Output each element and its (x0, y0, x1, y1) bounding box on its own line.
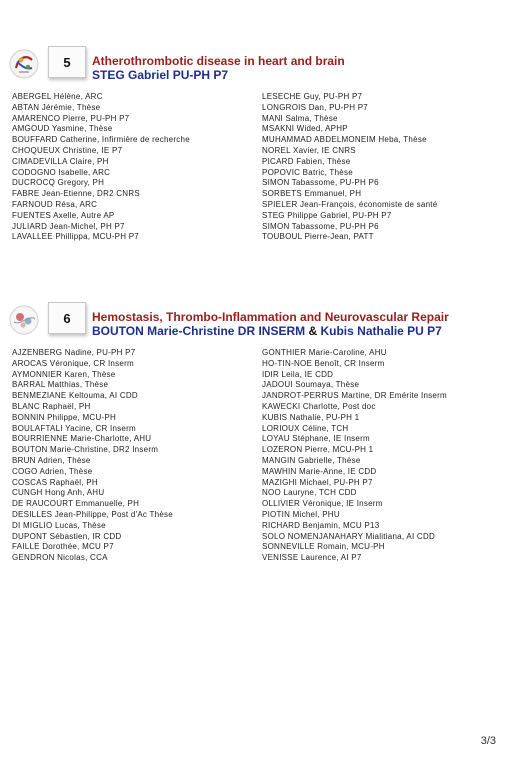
member-entry: FUENTES Axelle, Autre AP (12, 210, 115, 220)
team-number-badge: 6 (48, 302, 86, 334)
member-entry: FAILLE Dorothée, MCU P7 (12, 542, 114, 552)
member-entry: DI MIGLIO Lucas, Thèse (12, 520, 106, 530)
member-entry: MANI Salma, Thèse (262, 113, 338, 123)
member-entry: CODOGNO Isabelle, ARC (12, 167, 111, 177)
member-entry: DESILLES Jean-Philippe, Post d'Ac Thèse (12, 509, 173, 519)
member-entry: PIOTIN Michel, PHU (262, 509, 340, 519)
member-entry: BLANC Raphaël, PH (12, 401, 91, 411)
member-entry: COGO Adrien, Thèse (12, 466, 93, 476)
member-entry: BRUN Adrien, Thèse (12, 455, 91, 465)
member-entry: JULIARD Jean-Michel, PH P7 (12, 221, 125, 231)
member-entry: FARNOUD Résa, ARC (12, 199, 98, 209)
member-entry: DUPONT Sébastien, IR CDD (12, 531, 122, 541)
team-title: Hemostasis, Thrombo-Inflammation and Neurovascular Repair (92, 310, 449, 324)
member-entry: MANGIN Gabrielle, Thèse (262, 455, 361, 465)
leader-separator: & (305, 324, 321, 338)
member-entry: TOUBOUL Pierre-Jean, PATT (262, 232, 374, 242)
page-number: 3/3 (480, 735, 496, 747)
member-entry: MUHAMMAD ABDELMONEIM Heba, Thèse (262, 135, 427, 145)
member-entry: BARRAL Matthias, Thèse (12, 380, 109, 390)
member-entry: RICHARD Benjamin, MCU P13 (262, 520, 380, 530)
member-entry: CHOQUEUX Christine, IE P7 (12, 145, 123, 155)
member-entry: MAZIGHI Michael, PU-PH P7 (262, 477, 373, 487)
member-entry: SORBETS Emmanuel, PH (262, 189, 362, 199)
member-entry: AJZENBERG Nadine, PU-PH P7 (12, 348, 136, 357)
team-6-logo-icon (8, 304, 40, 336)
members-left-column (12, 92, 190, 243)
members-right-column (262, 92, 437, 243)
member-entry: BOUFFARD Catherine, Infirmière de recherche (12, 135, 190, 145)
member-entry: SIMON Tabassome, PU-PH P6 (262, 178, 379, 188)
team-leader-a: BOUTON Marie-Christine DR INSERM (92, 324, 306, 338)
member-entry: COSCAS Raphaël, PH (12, 477, 98, 487)
member-entry: GENDRON Nicolas, CCA (12, 553, 108, 563)
member-entry: JANDROT-PERRUS Martine, DR Emérite Inserm (262, 391, 447, 401)
member-entry: POPOVIC Batric, Thèse (262, 167, 353, 177)
member-entry: LORIOUX Céline, TCH (262, 423, 349, 433)
member-entry: SONNEVILLE Romain, MCU-PH (262, 542, 385, 552)
member-entry: MAWHIN Marie-Anne, IE CDD (262, 466, 377, 476)
member-entry: BOULAFTALI Yacine, CR Inserm (12, 423, 136, 433)
member-entry: IDIR Leila, IE CDD (262, 369, 334, 379)
team-title: Atherothrombotic disease in heart and brain (92, 54, 345, 68)
member-entry: LAVALLEE Phillippa, MCU-PH P7 (12, 232, 140, 242)
member-entry: GONTHIER Marie-Caroline, AHU (262, 348, 387, 357)
member-entry: LESECHE Guy, PU-PH P7 (262, 92, 363, 101)
team-leaders (92, 324, 502, 338)
member-entry: KAWECKI Charlotte, Post doc (262, 401, 376, 411)
member-entry: JADOUI Soumaya, Thèse (262, 380, 360, 390)
members-left-column (12, 348, 173, 564)
team-leader-b: Kubis Nathalie PU P7 (320, 324, 442, 338)
member-entry: HO-TIN-NOE Benoît, CR Inserm (262, 358, 385, 368)
member-entry: LONGROIS Dan, PU-PH P7 (262, 102, 368, 112)
member-entry: CIMADEVILLA Claire, PH (12, 156, 109, 166)
member-entry: DUCROCQ Gregory, PH (12, 178, 105, 188)
team-number-badge: 5 (48, 46, 86, 78)
member-entry: CUNGH Hong Anh, AHU (12, 488, 105, 498)
member-entry: BONNIN Philippe, MCU-PH (12, 412, 116, 422)
member-entry: FABRE Jean-Etienne, DR2 CNRS (12, 189, 140, 199)
member-entry: MSAKNI Wided, APHP (262, 124, 348, 134)
member-entry: PICARD Fabien, Thèse (262, 156, 351, 166)
member-entry: BENMEZIANE Keltouma, AI CDD (12, 391, 138, 401)
member-entry: KUBIS Nathalie, PU-PH 1 (262, 412, 360, 422)
member-entry: ABERGEL Hélène, ARC (12, 92, 103, 101)
member-entry: STEG Philippe Gabriel, PU-PH P7 (262, 210, 392, 220)
member-entry: NOREL Xavier, IE CNRS (262, 145, 356, 155)
member-entry: AMGOUD Yasmine, Thèse (12, 124, 113, 134)
member-entry: OLLIVIER Véronique, IE Inserm (262, 499, 383, 509)
member-entry: ABTAN Jérémie, Thèse (12, 102, 101, 112)
member-entry: AYMONNIER Karen, Thèse (12, 369, 116, 379)
member-entry: SPIELER Jean-François, économiste de santé (262, 199, 438, 209)
member-entry: BOURRIENNE Marie-Charlotte, AHU (12, 434, 152, 444)
member-entry: SIMON Tabassome, PU-PH P6 (262, 221, 379, 231)
members-right-column (262, 348, 447, 564)
team-leader: STEG Gabriel PU-PH P7 (92, 68, 229, 82)
member-entry: LOYAU Stéphane, IE Inserm (262, 434, 370, 444)
member-entry: AMARENCO Pierre, PU-PH P7 (12, 113, 130, 123)
team-5-logo-icon (8, 48, 40, 80)
member-entry: LOZERON Pierre, MCU-PH 1 (262, 445, 374, 455)
member-entry: DE RAUCOURT Emmanuelle, PH (12, 499, 140, 509)
member-entry: AROCAS Véronique, CR Inserm (12, 358, 134, 368)
member-entry: BOUTON Marie-Christine, DR2 Inserm (12, 445, 159, 455)
member-entry: VENISSE Laurence, AI P7 (262, 553, 362, 563)
team-header (92, 310, 502, 338)
member-entry: NOO Lauryne, TCH CDD (262, 488, 357, 498)
team-header (92, 54, 502, 82)
member-entry: SOLO NOMENJANAHARY Mialitiana, AI CDD (262, 531, 435, 541)
